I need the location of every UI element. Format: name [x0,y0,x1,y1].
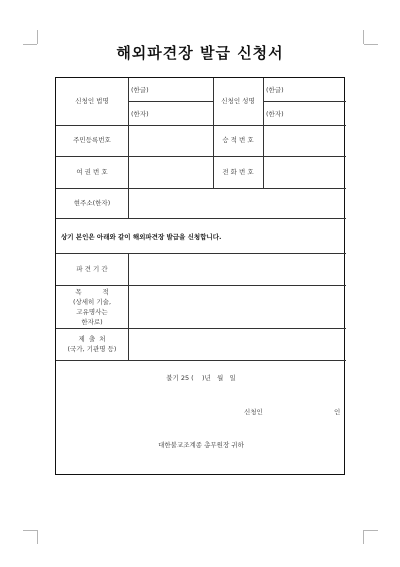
purpose-label [56,287,128,327]
signature-label: 신청인 [244,408,263,416]
applicant-secular-name-hanja-input[interactable] [294,103,344,124]
submit-to-hint: (국가, 기관명 등) [67,345,117,354]
passport-number-label: 여 권 번 호 [76,168,108,176]
purpose-hint-line: (상세히 기술, [72,298,112,307]
purpose-hint-line: 고유명사는 [76,308,108,317]
purpose-hint-line: 한자로) [81,318,103,327]
crop-mark [364,530,378,531]
applicant-secular-name-korean-hint: (한글) [266,86,284,94]
page-title: 해외파견장 발급 신청서 [116,44,284,62]
applicant-name-hanja-input[interactable] [160,103,212,124]
resident-number-input[interactable] [129,126,212,155]
submit-to-label [56,334,128,354]
purpose-input[interactable] [129,286,344,327]
application-notice: 상기 본인은 아래와 같이 해외파견장 발급을 신청합니다. [61,233,222,241]
applicant-name-label: 신청인 법명 [75,97,109,105]
submit-to-heading: 제 출 처 [78,335,106,343]
addressee: 대한불교조계종 총무원장 귀하 [158,441,244,449]
applicant-name-korean-input[interactable] [160,79,212,100]
dispatch-period-label: 파 견 기 간 [76,265,108,273]
monk-number-label: 승 적 번 호 [222,136,254,144]
address-input[interactable] [129,189,344,217]
application-form [55,77,345,475]
applicant-secular-name-label: 신청인 성명 [221,97,255,105]
crop-mark [23,530,37,531]
phone-number-input[interactable] [264,157,344,187]
applicant-secular-name-hanja-hint: (한자) [266,110,284,118]
applicant-secular-name-korean-input[interactable] [294,79,344,100]
row-divider [56,218,346,219]
applicant-name-korean-hint: (한글) [131,86,149,94]
purpose-heading: 목 적 [75,288,109,296]
crop-mark [37,530,38,544]
resident-number-label: 주민등록번호 [73,136,111,144]
application-date: 불기 25 ( )년 월 일 [166,374,236,382]
crop-mark [363,530,364,544]
row-divider [263,101,346,102]
dispatch-period-input[interactable] [129,254,344,284]
row-divider [56,360,346,361]
phone-number-label: 전 화 번 호 [222,168,254,176]
row-divider [128,101,213,102]
address-label: 현주소(한자) [73,199,111,207]
signature-input[interactable] [272,405,332,419]
monk-number-input[interactable] [264,126,344,155]
applicant-name-hanja-hint: (한자) [131,110,149,118]
submit-to-input[interactable] [129,329,344,359]
passport-number-input[interactable] [129,157,212,187]
seal-mark: 인 [334,408,341,416]
